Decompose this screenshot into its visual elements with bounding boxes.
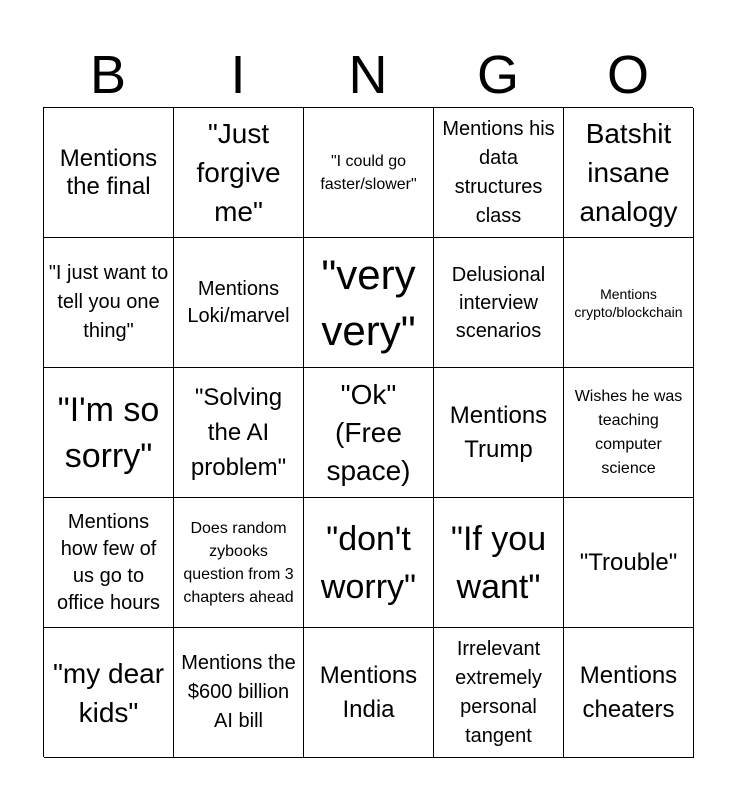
bingo-cell[interactable] <box>564 628 694 758</box>
header-letter-b: B <box>89 45 127 105</box>
bingo-cell[interactable] <box>304 498 434 628</box>
cell-text: Mentions cheaters <box>579 661 678 723</box>
bingo-cell[interactable] <box>564 108 694 238</box>
bingo-cell[interactable] <box>304 108 434 238</box>
bingo-grid <box>43 107 693 757</box>
cell-text: Mentions the $600 billion AI bill <box>181 652 296 732</box>
cell-text: "my dear kids" <box>52 657 165 728</box>
cell-text: "very very" <box>321 250 416 354</box>
cell-text: "don't worry" <box>320 519 417 606</box>
bingo-cell[interactable] <box>44 238 174 368</box>
bingo-cell[interactable] <box>174 628 304 758</box>
cell-text: "Just forgive me" <box>196 118 281 227</box>
bingo-cell[interactable] <box>304 368 434 498</box>
cell-text: "I'm so sorry" <box>57 390 160 475</box>
bingo-cell[interactable] <box>304 238 434 368</box>
header-letter-i: I <box>230 45 246 105</box>
cell-text: Mentions India <box>319 661 418 723</box>
cell-text: Mentions his data structures class <box>442 117 555 227</box>
cell-text: Mentions the final <box>59 144 158 200</box>
bingo-cell[interactable] <box>44 368 174 498</box>
bingo-cell[interactable] <box>564 238 694 368</box>
cell-text: Does random zybooks question from 3 chapters ahead <box>183 519 294 606</box>
bingo-cell[interactable] <box>44 108 174 238</box>
bingo-cell[interactable] <box>434 238 564 368</box>
cell-text: Mentions crypto/blockchain <box>574 285 683 320</box>
bingo-cell[interactable] <box>174 498 304 628</box>
cell-text: Batshit insane analogy <box>579 118 678 227</box>
cell-text: "Trouble" <box>579 548 678 576</box>
cell-text: Wishes he was teaching computer science <box>574 387 683 477</box>
cell-text: "Solving the AI problem" <box>190 384 287 481</box>
cell-text: "I could go faster/slower" <box>320 152 417 193</box>
cell-text: Irrelevant extremely personal tangent <box>455 637 542 747</box>
cell-text free-space: "Ok" (Free space) <box>326 378 411 486</box>
header-letter-g: G <box>476 45 519 105</box>
cell-text: Delusional interview scenarios <box>451 263 546 342</box>
bingo-cell[interactable] <box>174 368 304 498</box>
bingo-header <box>43 42 693 108</box>
header-letter-n: N <box>348 45 388 105</box>
bingo-cell[interactable] <box>174 238 304 368</box>
bingo-cell[interactable] <box>174 108 304 238</box>
bingo-cell[interactable] <box>434 628 564 758</box>
header-letter-o: O <box>606 45 649 105</box>
bingo-cell[interactable] <box>434 498 564 628</box>
bingo-cell[interactable] <box>44 628 174 758</box>
bingo-cell[interactable] <box>434 108 564 238</box>
bingo-cell[interactable] <box>44 498 174 628</box>
cell-text: Mentions Loki/marvel <box>187 277 290 327</box>
bingo-cell[interactable] <box>564 368 694 498</box>
bingo-cell[interactable] <box>564 498 694 628</box>
bingo-cell[interactable] <box>304 628 434 758</box>
cell-text: "If you want" <box>450 519 547 606</box>
bingo-cell[interactable] <box>434 368 564 498</box>
cell-text: "I just want to tell you one thing" <box>48 262 169 342</box>
cell-text: Mentions how few of us go to office hours <box>56 510 161 614</box>
cell-text: Mentions Trump <box>449 401 548 463</box>
